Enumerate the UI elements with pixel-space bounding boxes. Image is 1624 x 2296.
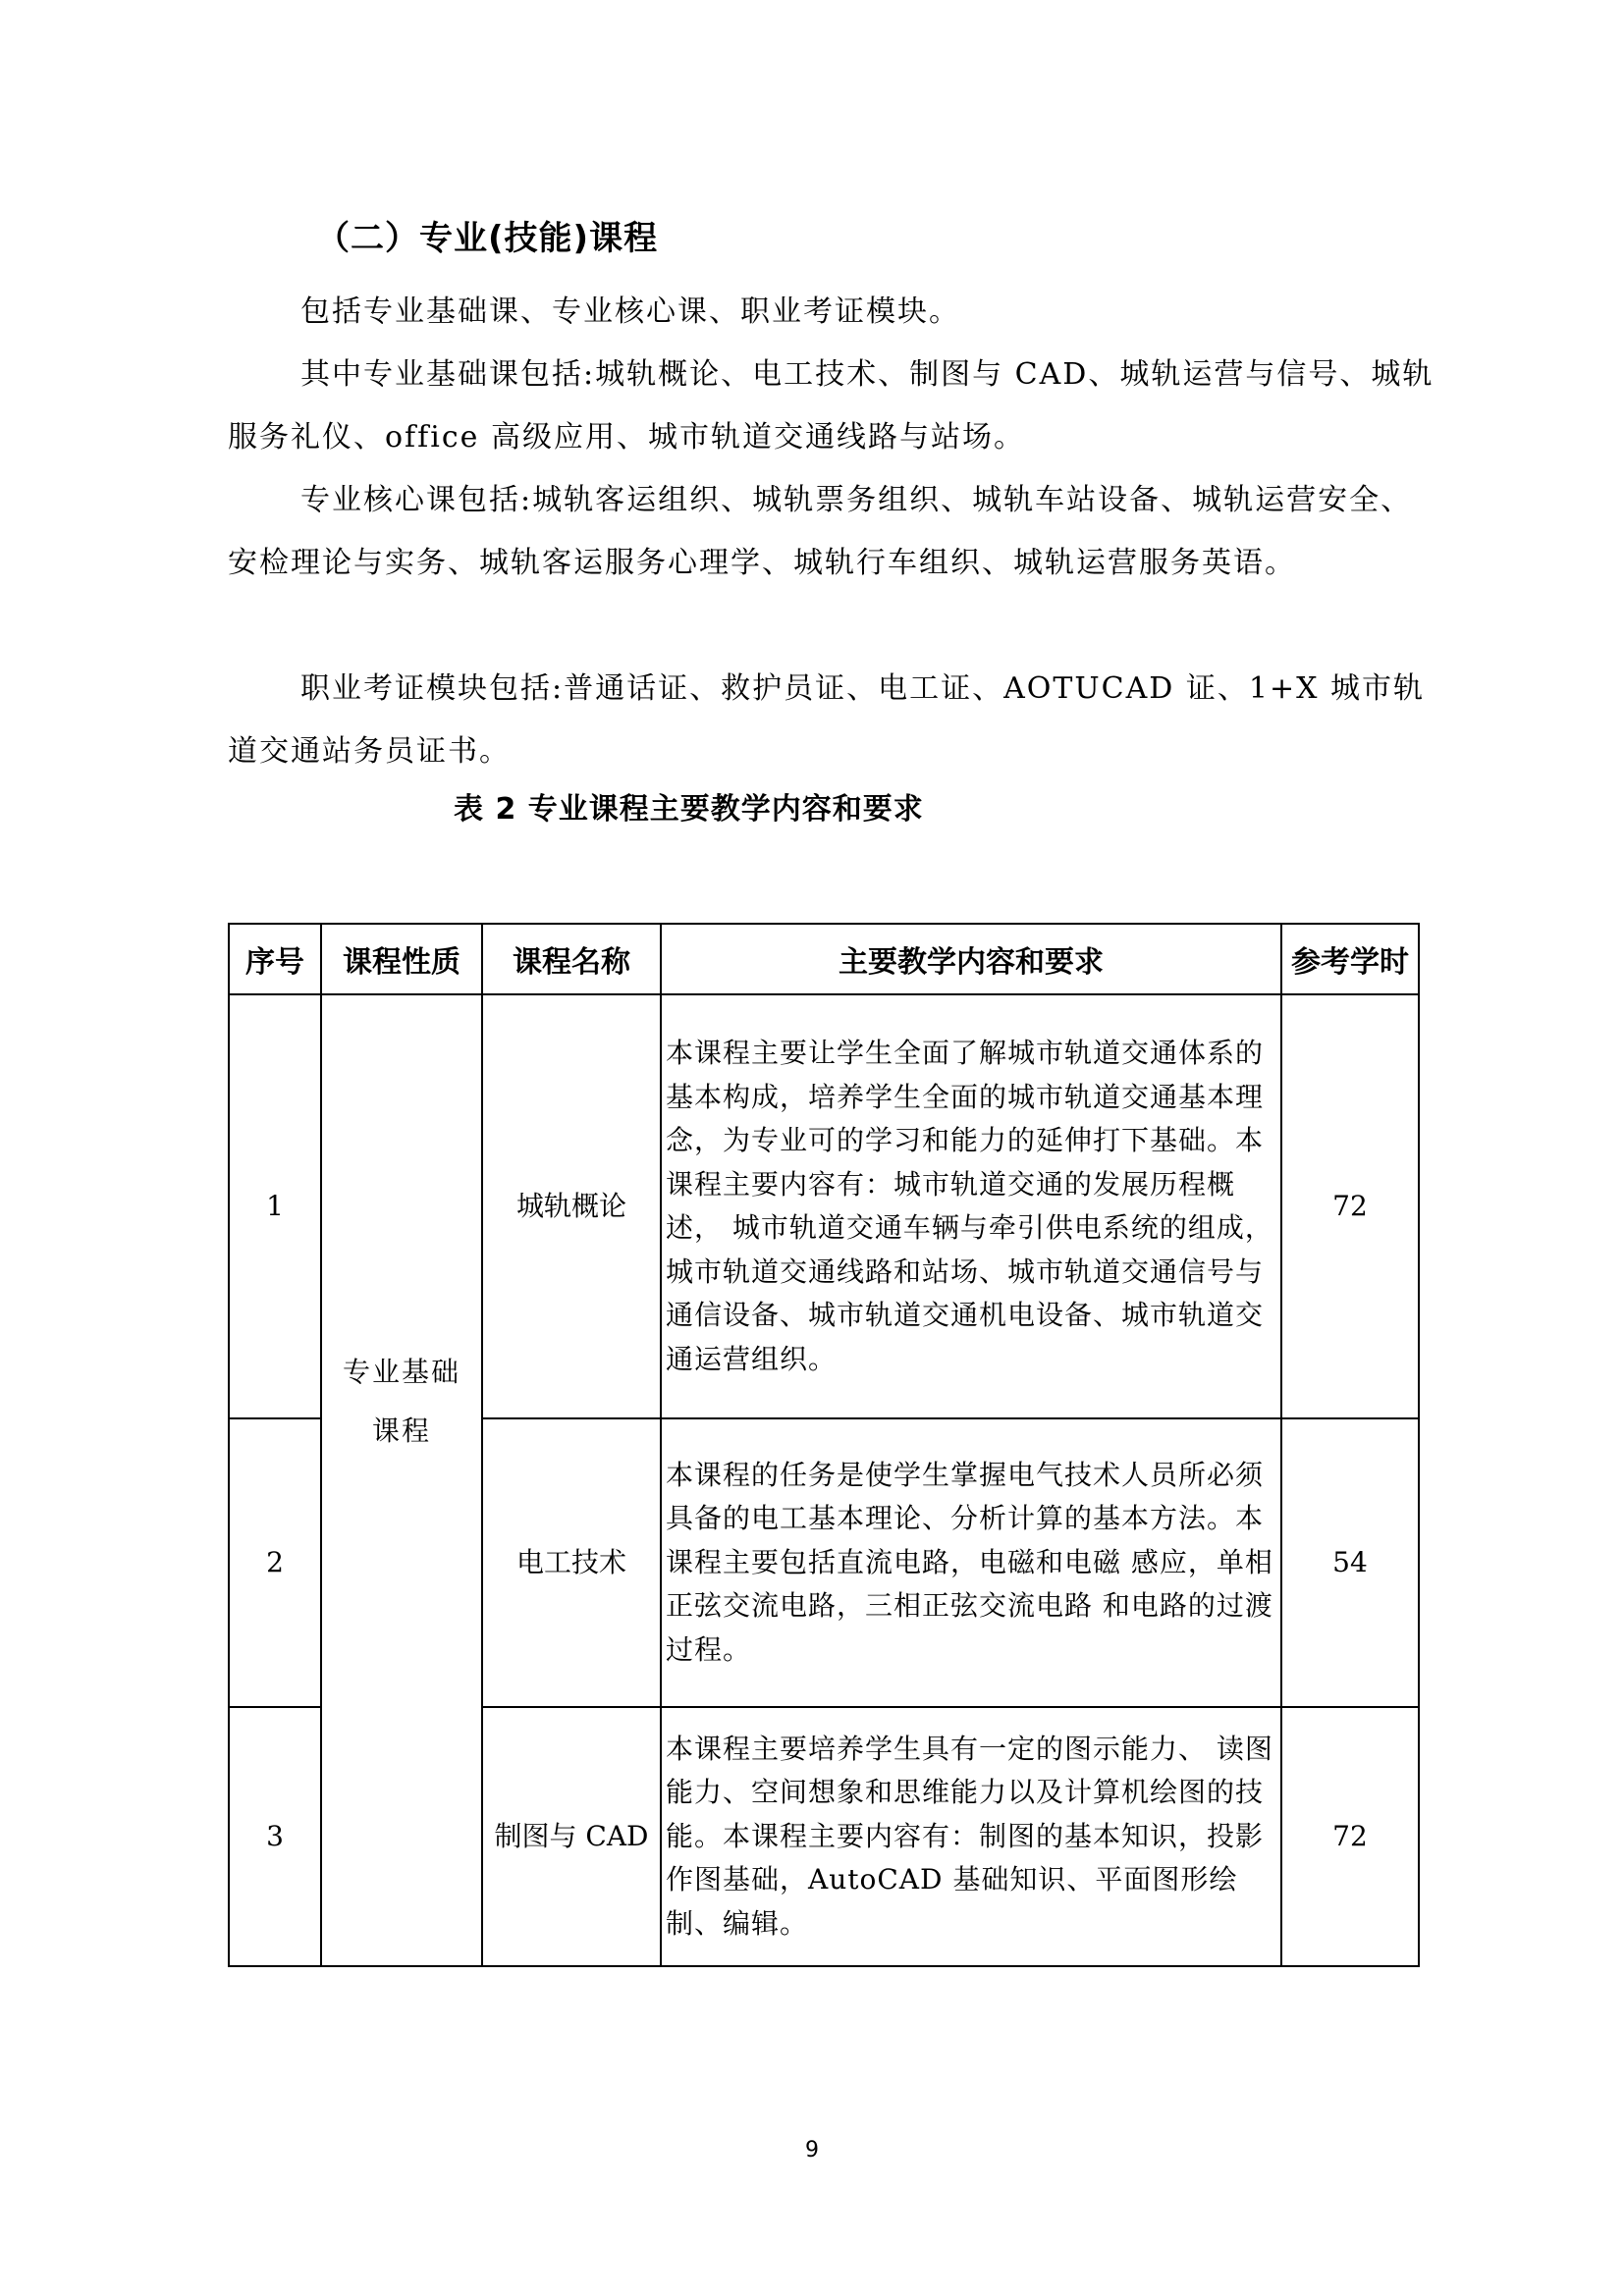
cell-course-name: 电工技术	[482, 1418, 661, 1707]
paragraph-core-courses	[228, 469, 1435, 595]
table-row	[229, 994, 1419, 1418]
header-name: 课程名称	[482, 924, 661, 994]
paragraph-text: 专业核心课包括:城轨客运组织、城轨票务组织、城轨车站设备、城轨运营安全、安检理论与实务、城轨客运服务心理学、城轨行车组织、城轨运营服务英语。	[228, 483, 1413, 580]
section-heading: （二）专业(技能)课程	[316, 219, 659, 258]
cell-no: 2	[229, 1418, 321, 1707]
cell-course-name: 制图与 CAD	[482, 1707, 661, 1966]
header-nature: 课程性质	[321, 924, 482, 994]
cell-content: 本课程主要培养学生具有一定的图示能力、 读图能力、空间想象和思维能力以及计算机绘图的技能。本课程主要内容有：制图的基本知识，投影作图基础，AutoCAD 基础知识、平面图形绘 制、编辑。	[661, 1707, 1281, 1966]
paragraph-foundation-courses	[228, 344, 1435, 469]
cell-nature-group	[321, 994, 482, 1966]
paragraph-certificate-module	[228, 658, 1435, 783]
nature-group-label: 专业基础课程	[342, 1356, 460, 1447]
page-number: 9	[805, 2138, 819, 2163]
table-caption: 表 2 专业课程主要教学内容和要求	[454, 792, 924, 827]
cell-content: 本课程的任务是使学生掌握电气技术人员所必须具备的电工基本理论、分析计算的基本方法。本课程主要包括直流电路，电磁和电磁 感应，单相正弦交流电路，三相正弦交流电路 和电路的过渡过程。	[661, 1418, 1281, 1707]
cell-no: 1	[229, 994, 321, 1418]
cell-content: 本课程主要让学生全面了解城市轨道交通体系的基本构成，培养学生全面的城市轨道交通基本理念，为专业可的学习和能力的延伸打下基础。本课程主要内容有：城市轨道交通的发展历程概述， 城市轨道交通车辆与牵引供电系统的组成， 城市轨道交通线路和站场、城市轨道交通信号与通信设备、城市轨道交通机电设备、城市轨道交通运营组织。	[661, 994, 1281, 1418]
cell-course-name: 城轨概论	[482, 994, 661, 1418]
table-header-row	[229, 924, 1419, 994]
paragraph-text: 包括专业基础课、专业核心课、职业考证模块。	[300, 294, 960, 329]
header-hours: 参考学时	[1281, 924, 1419, 994]
paragraph-text: 其中专业基础课包括:城轨概论、电工技术、制图与 CAD、城轨运营与信号、城轨服务礼仪、office 高级应用、城市轨道交通线路与站场。	[228, 357, 1435, 454]
cell-hours: 72	[1281, 1707, 1419, 1966]
paragraph-intro	[228, 281, 1435, 344]
cell-hours: 54	[1281, 1418, 1419, 1707]
header-content: 主要教学内容和要求	[661, 924, 1281, 994]
course-table	[228, 923, 1420, 1967]
header-no: 序号	[229, 924, 321, 994]
cell-hours: 72	[1281, 994, 1419, 1418]
paragraph-text: 职业考证模块包括:普通话证、救护员证、电工证、AOTUCAD 证、1+X 城市轨道交通站务员证书。	[228, 671, 1425, 769]
cell-no: 3	[229, 1707, 321, 1966]
